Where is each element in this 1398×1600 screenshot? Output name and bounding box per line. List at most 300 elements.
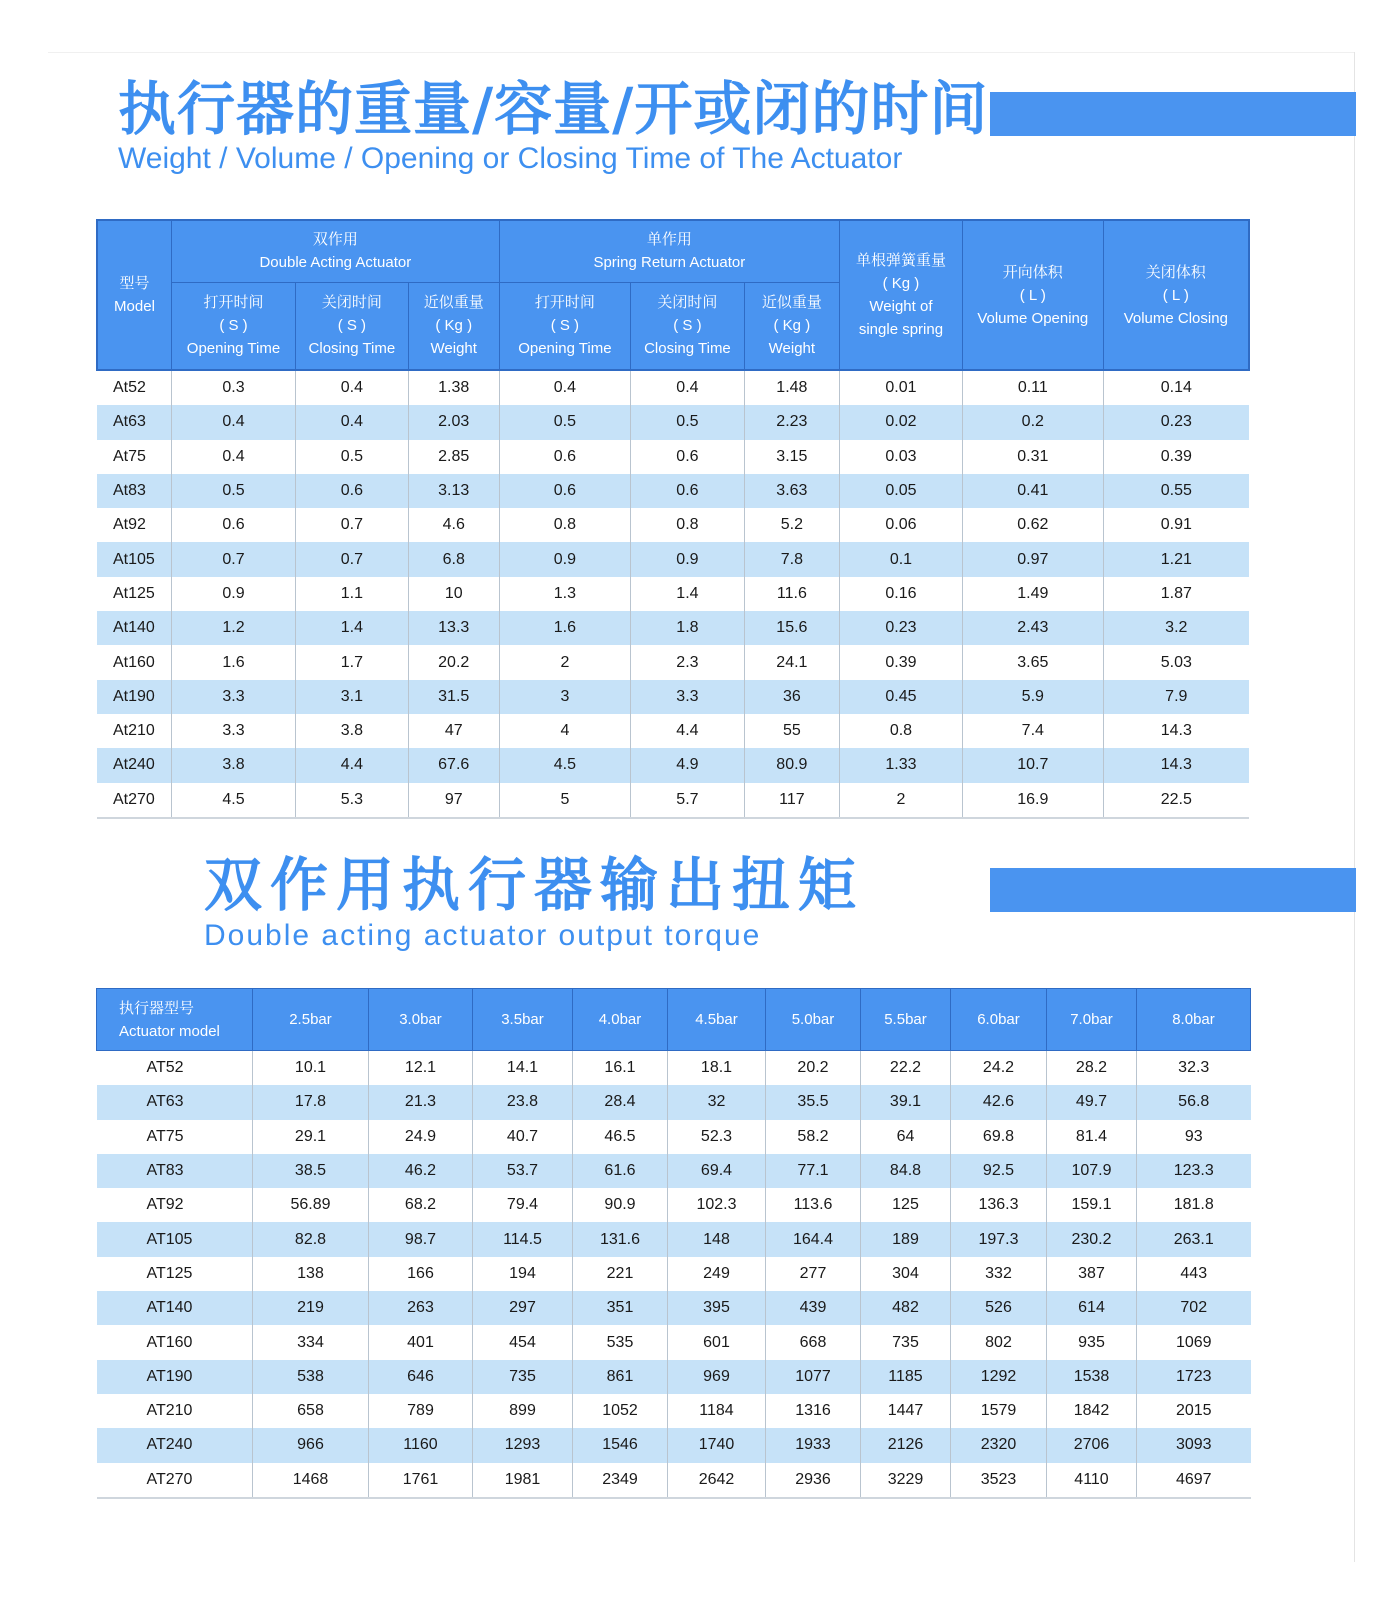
torque-section-heading (204, 852, 864, 954)
torque-table-value-cell: 735 (861, 1325, 951, 1359)
torque-table-value-cell: 1740 (668, 1428, 766, 1462)
weight-table-value-cell: 31.5 (408, 680, 499, 714)
pressure-column-header: 3.5bar (473, 989, 573, 1051)
weight-table-value-cell: 1.2 (171, 611, 295, 645)
weight-table-value-cell: 0.4 (296, 370, 409, 405)
torque-table-value-cell: 304 (861, 1257, 951, 1291)
volume-opening-header-en: Volume Opening (977, 309, 1089, 327)
torque-table-value-cell: 197.3 (951, 1222, 1047, 1256)
torque-table-value-cell: 735 (473, 1360, 573, 1394)
torque-table-value-cell: 1293 (473, 1428, 573, 1462)
torque-table-value-cell: 61.6 (573, 1154, 668, 1188)
weight-table-value-cell: 3.1 (296, 680, 409, 714)
model-column-header (97, 220, 171, 370)
pressure-column-header: 8.0bar (1137, 989, 1251, 1051)
torque-table-value-cell: 861 (573, 1360, 668, 1394)
volume-closing-header-en: Volume Closing (1123, 309, 1228, 327)
torque-table-value-cell: 1842 (1047, 1394, 1137, 1428)
torque-table-value-cell: 64 (861, 1120, 951, 1154)
torque-table-value-cell: 4110 (1047, 1463, 1137, 1498)
weight-table-value-cell: 0.55 (1103, 474, 1249, 508)
torque-table-value-cell: 1185 (861, 1360, 951, 1394)
table-row (97, 1257, 1251, 1291)
weight-table-model-cell: At52 (113, 379, 146, 397)
weight-table-value-cell: 1.38 (408, 370, 499, 405)
torque-table-value-cell: 802 (951, 1325, 1047, 1359)
weight-table-header (97, 220, 1249, 370)
weight-table-value-cell: 0.7 (171, 542, 295, 576)
torque-table-value-cell: 966 (253, 1428, 369, 1462)
weight-table-value-cell: 22.5 (1103, 783, 1249, 818)
weight-section-title-en: Weight / Volume / Opening or Closing Time of The Actuator (118, 142, 903, 175)
header-cn: 近似重量 (761, 294, 822, 312)
spring-return-header-cn: 单作用 (646, 231, 692, 249)
actuator-model-header-en: Actuator model (119, 1022, 220, 1040)
weight-table-value-cell: 55 (744, 714, 839, 748)
weight-table-value-cell: 1.8 (631, 611, 745, 645)
table-row (97, 1291, 1251, 1325)
torque-table-model-cell: AT240 (97, 1428, 253, 1462)
weight-table-value-cell: 5 (499, 783, 630, 818)
torque-section-accent-bar (990, 868, 1356, 912)
torque-table-model-cell: AT75 (146, 1127, 184, 1145)
torque-table-value-cell: 194 (473, 1257, 573, 1291)
torque-table-value-cell: 646 (369, 1360, 473, 1394)
table-row (97, 645, 1249, 679)
weight-table-value-cell: 0.9 (171, 577, 295, 611)
weight-table-value-cell: 1.48 (744, 370, 839, 405)
torque-table-model-cell: AT83 (97, 1154, 253, 1188)
torque-table-value-cell: 2015 (1137, 1394, 1251, 1428)
pressure-column-header: 2.5bar (253, 989, 369, 1051)
torque-table-value-cell: 42.6 (951, 1085, 1047, 1119)
weight-table-value-cell: 3.63 (744, 474, 839, 508)
torque-table-value-cell: 526 (951, 1291, 1047, 1325)
torque-table-value-cell: 2349 (573, 1463, 668, 1498)
weight-table-value-cell: 14.3 (1103, 714, 1249, 748)
weight-table-value-cell: 1.6 (171, 645, 295, 679)
weight-table-value-cell: 0.5 (499, 405, 630, 439)
torque-table-value-cell: 16.1 (573, 1051, 668, 1086)
spring-weight-header-en2: single spring (858, 321, 944, 338)
weight-table-value-cell: 0.4 (631, 370, 745, 405)
table-row (97, 748, 1249, 782)
torque-table-model-cell: AT140 (97, 1291, 253, 1325)
weight-table-model-cell: At140 (97, 611, 171, 645)
torque-table-value-cell: 221 (573, 1257, 668, 1291)
weight-table-value-cell: 0.91 (1103, 508, 1249, 542)
table-row (97, 370, 1249, 405)
weight-table-value-cell: 0.39 (839, 645, 962, 679)
weight-table-value-cell: 0.02 (839, 405, 962, 439)
torque-table-value-cell: 32.3 (1137, 1051, 1251, 1086)
header-cn: 打开时间 (534, 294, 595, 312)
header-cn: 关闭时间 (657, 294, 718, 312)
weight-table-value-cell: 2.03 (408, 405, 499, 439)
torque-table-value-cell: 69.8 (951, 1120, 1047, 1154)
torque-table-value-cell: 969 (668, 1360, 766, 1394)
torque-table-value-cell: 125 (861, 1188, 951, 1222)
torque-table-value-cell: 52.3 (668, 1120, 766, 1154)
weight-table-value-cell: 4.5 (171, 783, 295, 818)
weight-table-value-cell: 3.65 (962, 645, 1103, 679)
weight-section-heading (118, 76, 988, 176)
table-row (97, 611, 1249, 645)
weight-table-value-cell: 24.1 (744, 645, 839, 679)
double-acting-header-en: Double Acting Actuator (259, 254, 412, 272)
torque-table-value-cell: 249 (668, 1257, 766, 1291)
torque-table-value-cell: 12.1 (369, 1051, 473, 1086)
torque-table-value-cell: 35.5 (766, 1085, 861, 1119)
weight-table-value-cell: 0.6 (296, 474, 409, 508)
torque-table-model-cell: AT210 (146, 1402, 193, 1420)
weight-table-value-cell: 2.43 (962, 611, 1103, 645)
torque-table-value-cell: 2936 (766, 1463, 861, 1498)
torque-table-value-cell: 601 (668, 1325, 766, 1359)
torque-table-value-cell: 538 (253, 1360, 369, 1394)
table-row (97, 1085, 1251, 1119)
pressure-column-header: 4.5bar (668, 989, 766, 1051)
weight-table-model-cell: At210 (113, 722, 155, 740)
weight-table-value-cell: 0.23 (839, 611, 962, 645)
torque-table-value-cell: 899 (473, 1394, 573, 1428)
torque-table-value-cell: 46.5 (573, 1120, 668, 1154)
volume-opening-header-cn: 开向体积 (1002, 263, 1063, 281)
weight-table-value-cell: 0.7 (296, 508, 409, 542)
weight-table-value-cell: 97 (408, 783, 499, 818)
weight-table-value-cell: 3.3 (631, 680, 745, 714)
torque-table-value-cell: 123.3 (1137, 1154, 1251, 1188)
torque-table-value-cell: 17.8 (253, 1085, 369, 1119)
output-torque-table (96, 988, 1251, 1499)
torque-table-value-cell: 93 (1137, 1120, 1251, 1154)
weight-table-value-cell: 5.2 (744, 508, 839, 542)
torque-table-value-cell: 28.2 (1047, 1051, 1137, 1086)
weight-table-model-cell: At83 (97, 474, 171, 508)
weight-table-model-cell: At240 (97, 748, 171, 782)
table-row (97, 1051, 1251, 1086)
weight-table-value-cell: 5.03 (1103, 645, 1249, 679)
torque-table-value-cell: 454 (473, 1325, 573, 1359)
double-opening-time-header (171, 282, 295, 370)
torque-table-value-cell: 23.8 (473, 1085, 573, 1119)
table-row (97, 1428, 1251, 1462)
table-row (97, 680, 1249, 714)
weight-table-value-cell: 7.8 (744, 542, 839, 576)
torque-table-model-cell: AT63 (97, 1085, 253, 1119)
torque-table-value-cell: 1761 (369, 1463, 473, 1498)
torque-table-value-cell: 3523 (951, 1463, 1047, 1498)
weight-table-value-cell: 0.4 (171, 440, 295, 474)
torque-table-value-cell: 297 (473, 1291, 573, 1325)
header-unit: ( S ) (550, 317, 580, 335)
table-row (97, 1154, 1251, 1188)
weight-table-value-cell: 15.6 (744, 611, 839, 645)
table-row (97, 1222, 1251, 1256)
weight-table-value-cell: 0.45 (839, 680, 962, 714)
header-unit: ( S ) (219, 317, 248, 335)
torque-table-value-cell: 1052 (573, 1394, 668, 1428)
torque-table-value-cell: 148 (668, 1222, 766, 1256)
weight-table-value-cell: 1.87 (1103, 577, 1249, 611)
torque-table-value-cell: 263 (369, 1291, 473, 1325)
weight-table-value-cell: 1.4 (631, 577, 745, 611)
torque-table-model-cell: AT270 (97, 1463, 253, 1498)
weight-table-value-cell: 5.7 (631, 783, 745, 818)
torque-table-value-cell: 53.7 (473, 1154, 573, 1188)
torque-table-header (97, 989, 1251, 1051)
weight-table-value-cell: 3.8 (171, 748, 295, 782)
weight-table-value-cell: 0.6 (499, 440, 630, 474)
weight-table-value-cell: 1.7 (296, 645, 409, 679)
torque-table-value-cell: 98.7 (369, 1222, 473, 1256)
weight-table-value-cell: 7.9 (1103, 680, 1249, 714)
torque-table-value-cell: 443 (1137, 1257, 1251, 1291)
volume-closing-column-header (1103, 220, 1249, 370)
torque-table-value-cell: 387 (1047, 1257, 1137, 1291)
torque-table-value-cell: 1579 (951, 1394, 1047, 1428)
weight-table-value-cell: 3.15 (744, 440, 839, 474)
weight-table-value-cell: 3.2 (1103, 611, 1249, 645)
torque-table-value-cell: 1468 (253, 1463, 369, 1498)
double-acting-header-cn: 双作用 (312, 231, 358, 249)
weight-table-body (97, 370, 1249, 818)
torque-table-value-cell: 10.1 (253, 1051, 369, 1086)
torque-table-value-cell: 56.8 (1137, 1085, 1251, 1119)
torque-table-value-cell: 702 (1137, 1291, 1251, 1325)
torque-table-value-cell: 22.2 (861, 1051, 951, 1086)
torque-table-value-cell: 38.5 (253, 1154, 369, 1188)
weight-table-value-cell: 2 (839, 783, 962, 818)
table-row (97, 1188, 1251, 1222)
header-unit: ( S ) (337, 317, 367, 335)
torque-table-value-cell: 668 (766, 1325, 861, 1359)
weight-table-value-cell: 2 (499, 645, 630, 679)
header-en: Closing Time (308, 340, 396, 358)
weight-table-value-cell: 4.9 (631, 748, 745, 782)
torque-table-value-cell: 1077 (766, 1360, 861, 1394)
table-row (97, 1325, 1251, 1359)
torque-table-value-cell: 1933 (766, 1428, 861, 1462)
torque-table-value-cell: 56.89 (253, 1188, 369, 1222)
weight-table-value-cell: 0.6 (171, 508, 295, 542)
weight-table-value-cell: 0.6 (631, 440, 745, 474)
weight-table-value-cell: 2.3 (631, 645, 745, 679)
table-row (97, 783, 1249, 818)
torque-table-value-cell: 114.5 (473, 1222, 573, 1256)
torque-table-value-cell: 1538 (1047, 1360, 1137, 1394)
spring-weight-header-cn: 单根弹簧重量 (855, 252, 946, 269)
weight-section-accent-bar (990, 92, 1356, 136)
weight-table-value-cell: 13.3 (408, 611, 499, 645)
weight-table-model-cell: At125 (113, 584, 155, 602)
double-closing-time-header (296, 282, 409, 370)
torque-table-value-cell: 77.1 (766, 1154, 861, 1188)
header-cn: 关闭时间 (321, 294, 382, 312)
double-acting-group-header (171, 220, 499, 282)
pressure-column-header: 5.5bar (861, 989, 951, 1051)
torque-table-value-cell: 482 (861, 1291, 951, 1325)
header-en: Opening Time (518, 340, 612, 358)
weight-table-value-cell: 0.8 (631, 508, 745, 542)
header-en: Weight (768, 340, 816, 358)
weight-table-value-cell: 0.06 (839, 508, 962, 542)
header-en: Weight (430, 340, 477, 358)
spring-weight-header-en1: Weight of (869, 298, 933, 315)
weight-table-value-cell: 0.14 (1103, 370, 1249, 405)
weight-table-value-cell: 0.7 (296, 542, 409, 576)
weight-table-value-cell: 3 (499, 680, 630, 714)
table-row (97, 1120, 1251, 1154)
volume-opening-header-unit: ( L ) (1019, 286, 1046, 304)
torque-table-value-cell: 3229 (861, 1463, 951, 1498)
torque-table-value-cell: 82.8 (253, 1222, 369, 1256)
weight-table-value-cell: 47 (408, 714, 499, 748)
torque-table-value-cell: 535 (573, 1325, 668, 1359)
torque-table-value-cell: 107.9 (1047, 1154, 1137, 1188)
header-en: Opening Time (186, 340, 281, 358)
torque-table-value-cell: 1292 (951, 1360, 1047, 1394)
header-en: Closing Time (644, 340, 731, 358)
torque-table-value-cell: 1981 (473, 1463, 573, 1498)
torque-table-value-cell: 40.7 (473, 1120, 573, 1154)
weight-table-value-cell: 0.31 (962, 440, 1103, 474)
torque-table-value-cell: 113.6 (766, 1188, 861, 1222)
torque-table-value-cell: 39.1 (861, 1085, 951, 1119)
torque-table-model-cell: AT125 (146, 1264, 193, 1282)
weight-table-value-cell: 0.41 (962, 474, 1103, 508)
spring-weight-header-unit: ( Kg ) (882, 275, 920, 292)
torque-table-model-cell: AT105 (97, 1222, 253, 1256)
torque-table-value-cell: 21.3 (369, 1085, 473, 1119)
weight-table-value-cell: 0.39 (1103, 440, 1249, 474)
table-row (97, 440, 1249, 474)
weight-table-value-cell: 2.85 (408, 440, 499, 474)
spring-weight-column-header (839, 220, 962, 370)
weight-table-value-cell: 0.5 (631, 405, 745, 439)
model-header-en: Model (114, 298, 155, 315)
torque-table-value-cell: 102.3 (668, 1188, 766, 1222)
weight-section-title-cn: 执行器的重量/容量/开或闭的时间 (118, 75, 989, 143)
torque-table-value-cell: 2126 (861, 1428, 951, 1462)
weight-table-value-cell: 0.03 (839, 440, 962, 474)
weight-table-value-cell: 0.1 (839, 542, 962, 576)
spring-return-group-header (499, 220, 839, 282)
torque-table-value-cell: 1447 (861, 1394, 951, 1428)
torque-table-value-cell: 658 (253, 1394, 369, 1428)
weight-table-value-cell: 3.8 (296, 714, 409, 748)
weight-table-value-cell: 0.5 (171, 474, 295, 508)
torque-table-value-cell: 49.7 (1047, 1085, 1137, 1119)
weight-table-value-cell: 1.49 (962, 577, 1103, 611)
weight-table-value-cell: 3.13 (408, 474, 499, 508)
weight-table-value-cell: 14.3 (1103, 748, 1249, 782)
page-top-edge (48, 52, 1354, 53)
weight-table-value-cell: 1.6 (499, 611, 630, 645)
weight-table-value-cell: 1.3 (499, 577, 630, 611)
torque-table-value-cell: 138 (253, 1257, 369, 1291)
spring-closing-time-header (631, 282, 745, 370)
weight-table-value-cell: 4.4 (296, 748, 409, 782)
model-header-cn: 型号 (119, 275, 150, 292)
torque-table-value-cell: 68.2 (369, 1188, 473, 1222)
torque-table-value-cell: 334 (253, 1325, 369, 1359)
weight-table-model-cell: At105 (97, 542, 171, 576)
torque-table-value-cell: 24.9 (369, 1120, 473, 1154)
torque-table-value-cell: 1546 (573, 1428, 668, 1462)
torque-table-model-cell: AT190 (97, 1360, 253, 1394)
torque-table-value-cell: 164.4 (766, 1222, 861, 1256)
weight-table-value-cell: 0.16 (839, 577, 962, 611)
weight-table-value-cell: 80.9 (744, 748, 839, 782)
torque-table-value-cell: 18.1 (668, 1051, 766, 1086)
torque-table-value-cell: 3093 (1137, 1428, 1251, 1462)
torque-table-value-cell: 439 (766, 1291, 861, 1325)
weight-table-model-cell: At92 (113, 516, 146, 534)
weight-table-model-cell: At63 (97, 405, 171, 439)
torque-table-value-cell: 90.9 (573, 1188, 668, 1222)
weight-table-value-cell: 4.5 (499, 748, 630, 782)
table-row (97, 405, 1249, 439)
torque-table-value-cell: 189 (861, 1222, 951, 1256)
torque-table-value-cell: 84.8 (861, 1154, 951, 1188)
table-row (97, 508, 1249, 542)
weight-table-value-cell: 36 (744, 680, 839, 714)
torque-table-value-cell: 351 (573, 1291, 668, 1325)
weight-table-value-cell: 20.2 (408, 645, 499, 679)
torque-section-title-cn: 双作用执行器输出扭矩 (204, 851, 865, 919)
table-row (97, 714, 1249, 748)
spring-return-header-en: Spring Return Actuator (593, 254, 746, 272)
weight-table-value-cell: 3.3 (171, 680, 295, 714)
torque-table-value-cell: 230.2 (1047, 1222, 1137, 1256)
torque-table-value-cell: 1316 (766, 1394, 861, 1428)
torque-table-value-cell: 28.4 (573, 1085, 668, 1119)
table-row (97, 577, 1249, 611)
volume-closing-header-cn: 关闭体积 (1145, 263, 1206, 281)
torque-table-value-cell: 81.4 (1047, 1120, 1137, 1154)
weight-table-value-cell: 16.9 (962, 783, 1103, 818)
weight-table-value-cell: 0.62 (962, 508, 1103, 542)
weight-table-value-cell: 0.01 (839, 370, 962, 405)
double-weight-header (408, 282, 499, 370)
torque-table-value-cell: 2642 (668, 1463, 766, 1498)
header-cn: 近似重量 (423, 294, 484, 312)
pressure-column-header: 3.0bar (369, 989, 473, 1051)
weight-table-value-cell: 0.2 (962, 405, 1103, 439)
header-unit: ( Kg ) (435, 317, 473, 335)
torque-table-value-cell: 1184 (668, 1394, 766, 1428)
weight-table-value-cell: 0.97 (962, 542, 1103, 576)
torque-table-value-cell: 277 (766, 1257, 861, 1291)
weight-table-model-cell: At160 (113, 653, 155, 671)
torque-table-value-cell: 1160 (369, 1428, 473, 1462)
torque-table-model-cell: AT92 (146, 1196, 184, 1214)
torque-table-value-cell: 14.1 (473, 1051, 573, 1086)
actuator-model-column-header (97, 989, 253, 1051)
torque-table-value-cell: 332 (951, 1257, 1047, 1291)
weight-volume-time-table (96, 219, 1250, 819)
weight-table-value-cell: 4.4 (631, 714, 745, 748)
torque-table-value-cell: 166 (369, 1257, 473, 1291)
torque-table-value-cell: 32 (668, 1085, 766, 1119)
torque-table-value-cell: 935 (1047, 1325, 1137, 1359)
table-row (97, 474, 1249, 508)
table-row (97, 1463, 1251, 1498)
torque-table-value-cell: 395 (668, 1291, 766, 1325)
weight-table-value-cell: 0.6 (631, 474, 745, 508)
weight-table-value-cell: 3.3 (171, 714, 295, 748)
